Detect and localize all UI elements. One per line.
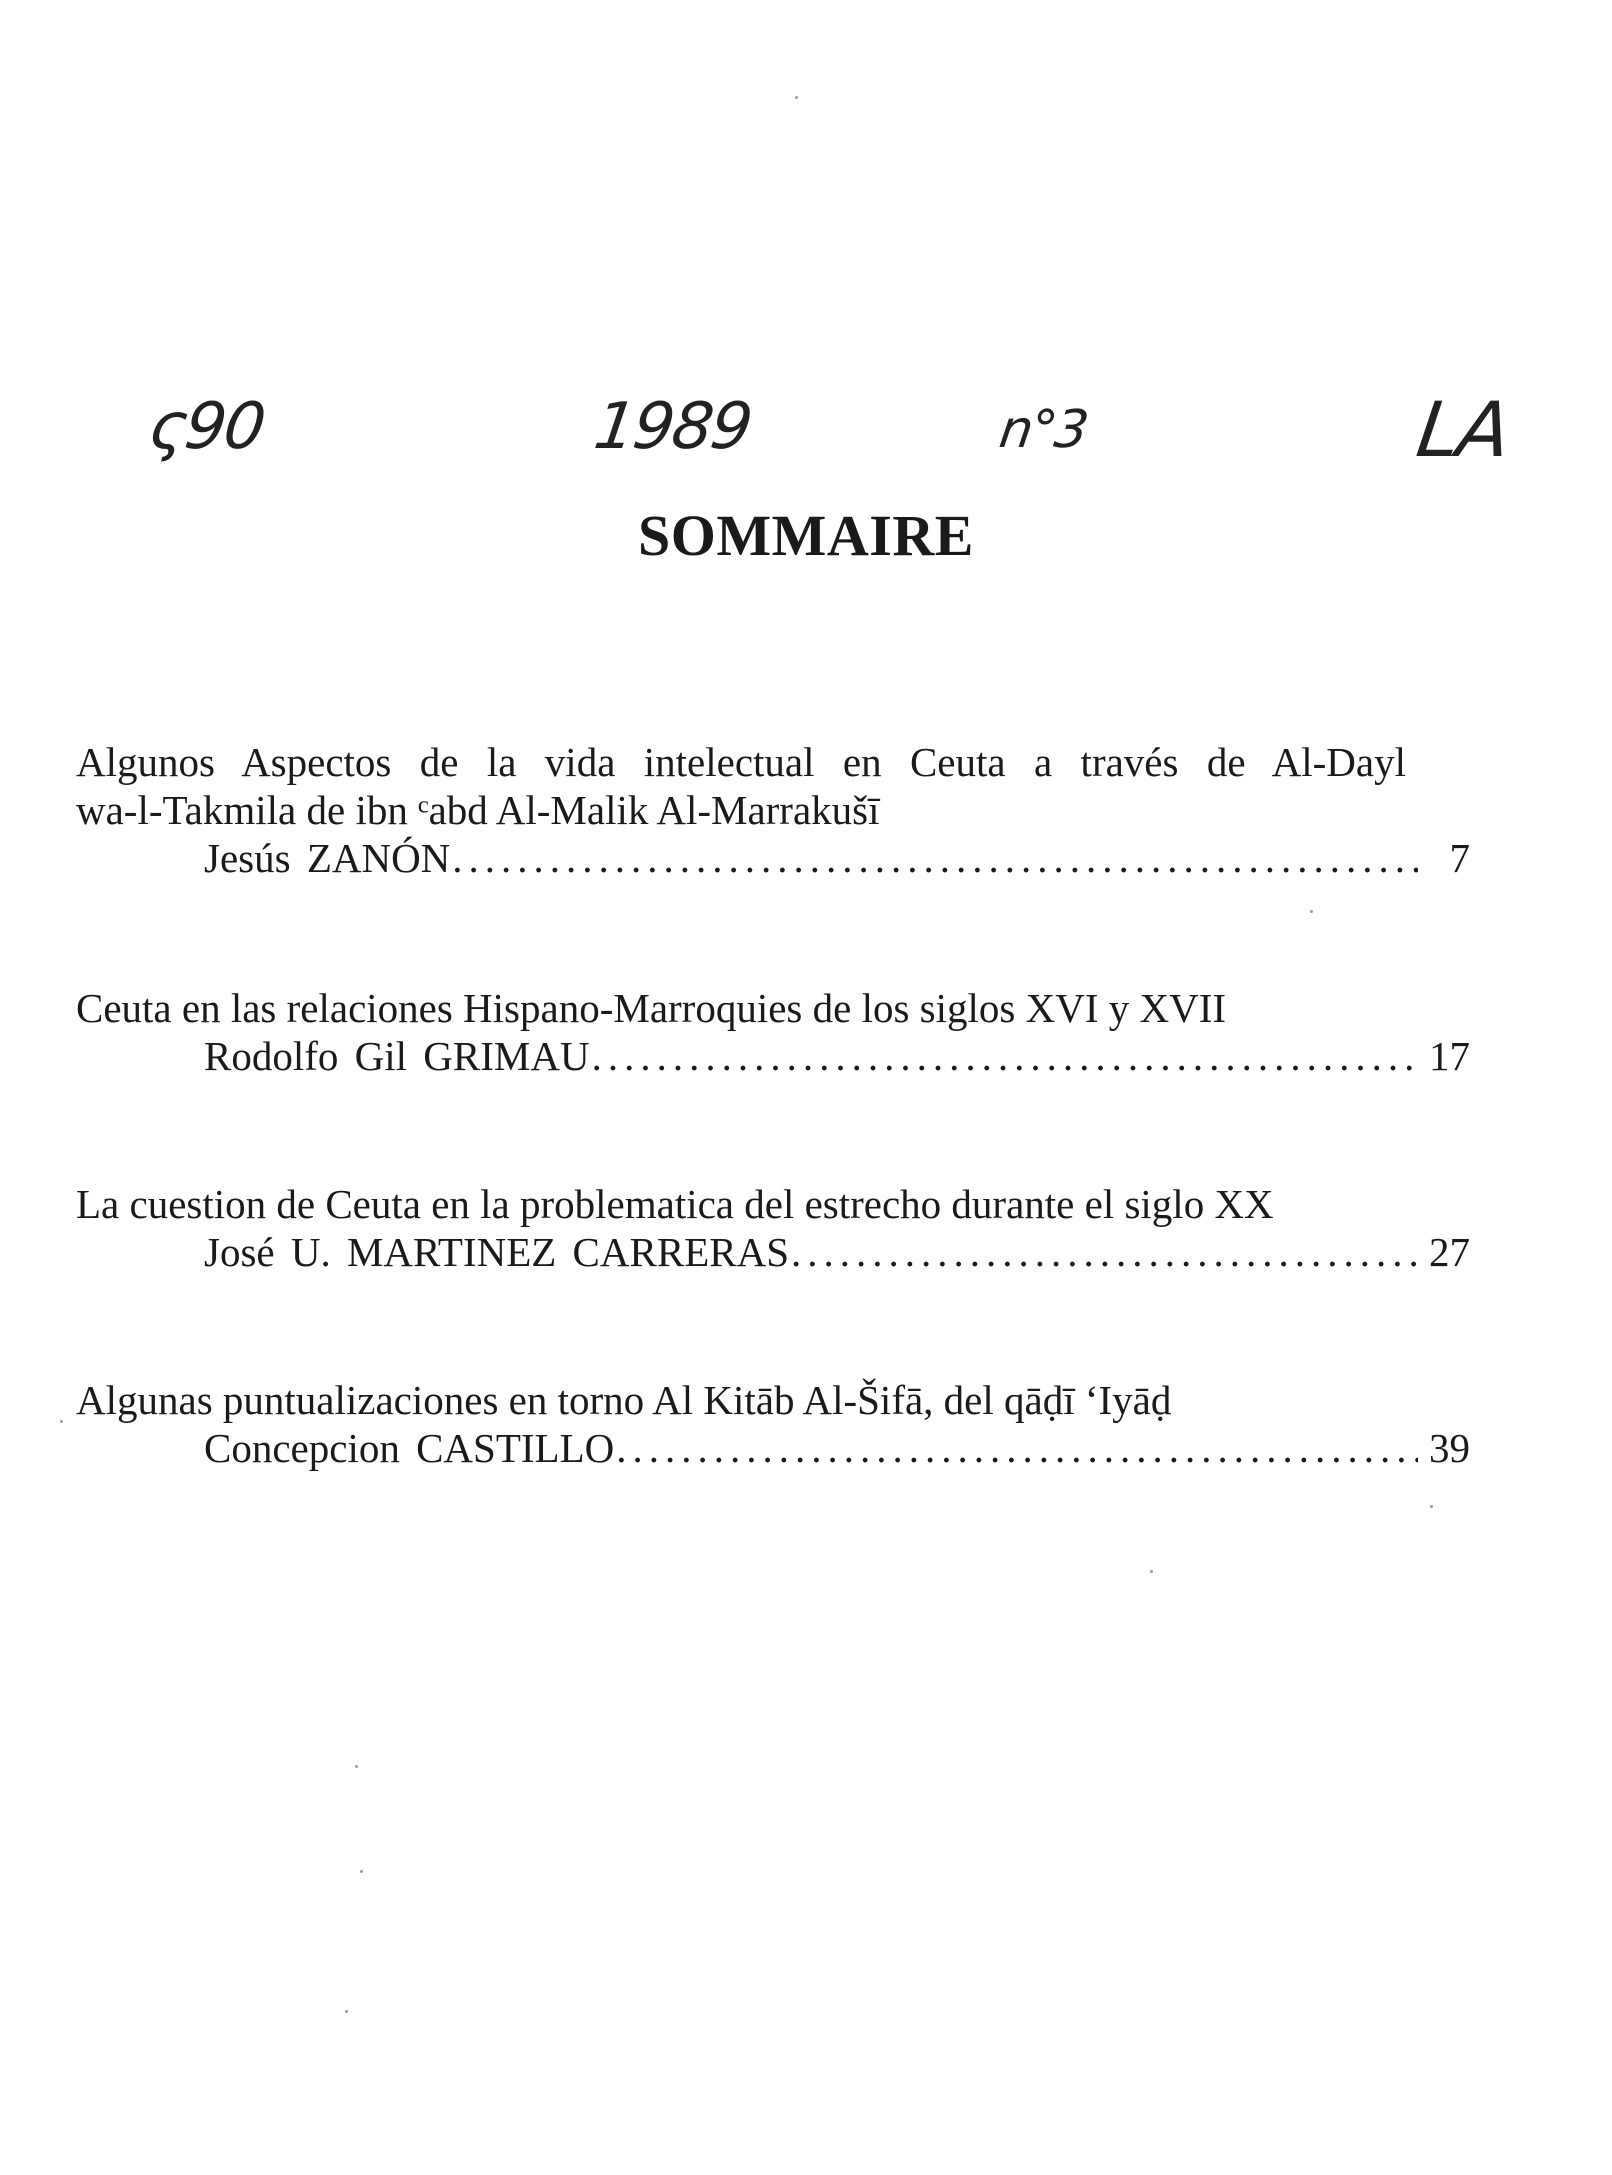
toc-entry-page-number: 39 (1429, 1425, 1470, 1471)
dot-leader (616, 1424, 1418, 1472)
dot-leader (592, 1032, 1418, 1080)
toc-entry-author: José U. MARTINEZ CARRERAS (204, 1229, 790, 1275)
toc-entry-title: Algunas puntualizaciones en torno Al Kitāb Al-Šifā, del qāḍī ʻIyāḍ (76, 1377, 1172, 1423)
scan-speck (1310, 910, 1313, 913)
scan-speck (60, 1420, 63, 1423)
scan-speck (795, 96, 798, 99)
page-title: SOMMAIRE (638, 503, 974, 568)
scan-speck (360, 1870, 363, 1873)
toc-entry-author-row (204, 1228, 1470, 1276)
toc-entry-page-number: 27 (1429, 1229, 1470, 1275)
scan-speck (1430, 1505, 1433, 1508)
toc-entry (76, 984, 1476, 1080)
toc-entry (76, 1180, 1476, 1276)
scan-speck (355, 1765, 358, 1768)
toc-entry-author: Jesús ZANÓN (204, 835, 451, 881)
toc-entry-author: Rodolfo Gil GRIMAU (204, 1033, 590, 1079)
handwritten-note-code: ς90 (144, 390, 269, 464)
toc-entry-title: Algunos Aspectos de la vida intelectual en Ceuta a través de Al-Dayl (76, 739, 1406, 785)
handwritten-note-year: 1989 (589, 390, 756, 464)
toc-entry (76, 738, 1476, 882)
toc-entry-author-row (204, 834, 1470, 882)
scan-speck (345, 2010, 348, 2013)
dot-leader (452, 834, 1418, 882)
toc-entry-title: wa-l-Takmila de ibn ᶜabd Al-Malik Al-Marrakušī (76, 787, 880, 833)
toc-entry-page-number: 17 (1429, 1033, 1470, 1079)
dot-leader (791, 1228, 1418, 1276)
toc-entry-title: Ceuta en las relaciones Hispano-Marroquies de los siglos XVI y XVII (76, 985, 1227, 1031)
toc-entry-author-row (204, 1424, 1470, 1472)
toc-entry (76, 1376, 1476, 1472)
toc-entry-page-number: 7 (1449, 835, 1470, 881)
handwritten-note-issue: n°3 (995, 400, 1091, 460)
toc-entry-author-row (204, 1032, 1470, 1080)
handwritten-note-initials: LA (1411, 385, 1515, 474)
scan-speck (1150, 1570, 1153, 1573)
toc-entry-title: La cuestion de Ceuta en la problematica del estrecho durante el siglo XX (76, 1181, 1274, 1227)
toc-entry-author: Concepcion CASTILLO (204, 1425, 615, 1471)
